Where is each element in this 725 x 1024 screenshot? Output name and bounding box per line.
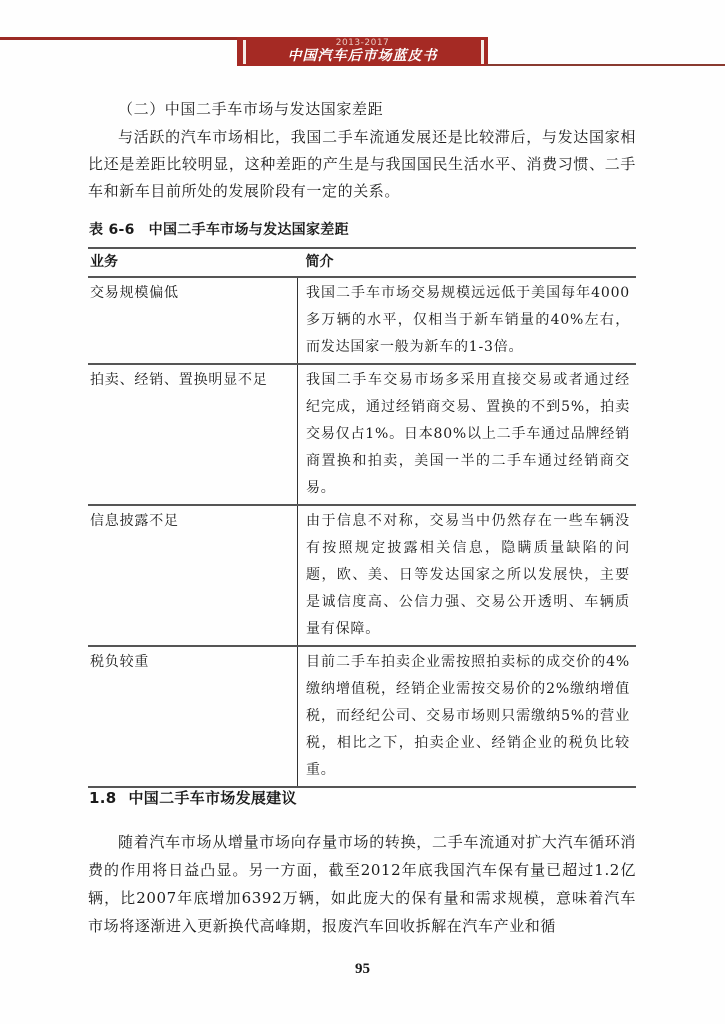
section-paragraph: 随着汽车市场从增量市场向存量市场的转换，二手车流通对扩大汽车循环消费的作用将日益凸显。另一方面，截至2012年底我国汽车保有量已超过1.2亿辆，比2007年底增加6392万辆，如此庞大的保有量和需求规模，意味着汽车市场将逐渐进入更新换代高峰期，报废汽车回收拆解在汽车产业和循: [88, 833, 636, 935]
intro-paragraph: 与活跃的汽车市场相比，我国二手车流通发展还是比较滞后，与发达国家相比还是差距比较明显，这种差距的产生是与我国国民生活水平、消费习惯、二手车和新车目前所处的发展阶段有一定的关系。: [88, 128, 636, 200]
cell-summary: 我国二手车交易市场多采用直接交易或者通过经纪完成，通过经销商交易、置换的不到5%，拍卖交易仅占1%。日本80%以上二手车通过品牌经销商置换和拍卖，美国一半的二手车通过经销商交易。: [298, 364, 637, 505]
table-row: [88, 364, 636, 505]
table-header-row: [88, 248, 636, 277]
cell-summary: 由于信息不对称，交易当中仍然存在一些车辆没有按照规定披露相关信息，隐瞒质量缺陷的问题，欧、美、日等发达国家之所以发展快，主要是诚信度高、公信力强、交易公开透明、车辆质量有保障。: [298, 505, 637, 646]
section-title: 中国二手车市场发展建议: [128, 789, 297, 807]
header-years: 2013-2017: [335, 38, 390, 48]
header-book-title: 中国汽车后市场蓝皮书: [287, 48, 438, 64]
header-rule-left: [0, 37, 240, 40]
header-banner: [237, 37, 488, 66]
cell-summary: 目前二手车拍卖企业需按照拍卖标的成交价的4%缴纳增值税，经销企业需按交易价的2%缴纳增值税，而经纪公司、交易市场则只需缴纳5%的营业税，相比之下，拍卖企业、经销企业的税负比较重。: [298, 646, 637, 787]
subheading: （二）中国二手车市场与发达国家差距: [118, 100, 384, 118]
cell-summary: 我国二手车市场交易规模远远低于美国每年4000多万辆的水平，仅相当于新车销量的40%左右，而发达国家一般为新车的1-3倍。: [298, 277, 637, 364]
table-row: [88, 505, 636, 646]
header-rule-right: [486, 64, 725, 66]
table-row: [88, 277, 636, 364]
cell-business: 税负较重: [88, 646, 298, 787]
banner-bar-right: [481, 40, 484, 64]
cell-business: 交易规模偏低: [88, 277, 298, 364]
table-title: 中国二手车市场与发达国家差距: [148, 222, 349, 238]
cell-business: 信息披露不足: [88, 505, 298, 646]
page-number: 95: [355, 961, 370, 977]
column-header-business: 业务: [88, 248, 298, 277]
comparison-table: [88, 247, 636, 788]
section-heading: [89, 787, 297, 808]
table-number: 表 6-6: [89, 222, 135, 238]
column-header-summary: 简介: [298, 248, 637, 277]
cell-business: 拍卖、经销、置换明显不足: [88, 364, 298, 505]
table-row: [88, 646, 636, 787]
section-number: 1.8: [89, 789, 117, 807]
table-caption: [89, 219, 349, 239]
